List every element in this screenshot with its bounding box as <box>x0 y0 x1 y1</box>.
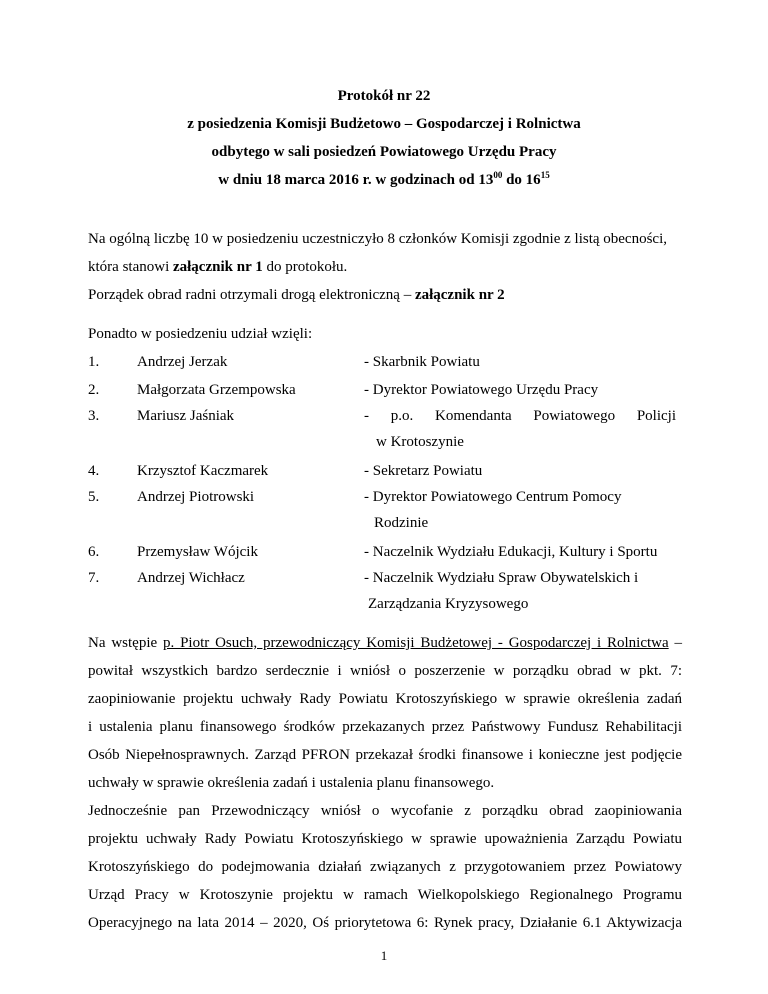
page-number: 1 <box>380 948 388 963</box>
participant-name: Krzysztof Kaczmarek <box>137 463 269 479</box>
participant-role: - p.o. Komendanta Powiatowego Policji <box>364 408 676 424</box>
participant-name: Andrzej Piotrowski <box>137 489 255 505</box>
committee-line: z posiedzenia Komisji Budżetowo – Gospodarczej i Rolnictwa <box>187 116 581 132</box>
participant-role-continued: w Krotoszynie <box>376 434 464 450</box>
participant-role: - Naczelnik Wydziału Edukacji, Kultury i Sportu <box>364 544 658 560</box>
protocol-title: Protokół nr 22 <box>337 88 431 104</box>
participant-number: 6. <box>88 544 100 560</box>
participant-number: 4. <box>88 463 100 479</box>
participants-intro: Ponadto w posiedzeniu udział wzięli: <box>88 326 313 342</box>
body-line: Krotoszyńskiego do podejmowania działań związanych z przygotowaniem przez Powiatowy <box>88 859 682 875</box>
chairman-mention: p. Piotr Osuch, przewodniczący Komisji Budżetowej - Gospodarczej i Rolnictwa <box>162 635 669 651</box>
participant-number: 2. <box>88 382 100 398</box>
participant-role-continued: Zarządzania Kryzysowego <box>368 596 529 612</box>
participant-role: - Skarbnik Powiatu <box>364 354 480 370</box>
body-opening-line: Na wstępie p. Piotr Osuch, przewodniczący Komisji Budżetowej - Gospodarczej i Rolnictwa – <box>88 635 683 651</box>
participant-name: Andrzej Wichłacz <box>137 570 245 586</box>
participant-number: 5. <box>88 489 100 505</box>
body-line: uchwały w sprawie określenia zadań i ustalenia planu finansowego. <box>88 775 495 791</box>
venue-line: odbytego w sali posiedzeń Powiatowego Urzędu Pracy <box>211 144 557 160</box>
participant-name: Andrzej Jerzak <box>137 354 228 370</box>
participant-role: - Dyrektor Powiatowego Centrum Pomocy <box>364 489 622 505</box>
body-line: zaopiniowanie projektu uchwały Rady Powiatu Krotoszyńskiego w sprawie określenia zadań <box>88 691 682 707</box>
participant-number: 7. <box>88 570 100 586</box>
participant-role: - Dyrektor Powiatowego Urzędu Pracy <box>364 382 599 398</box>
participant-number: 3. <box>88 408 100 424</box>
participant-role: - Sekretarz Powiatu <box>364 463 483 479</box>
participant-name: Mariusz Jaśniak <box>137 408 235 424</box>
participant-role-continued: Rodzinie <box>374 515 429 531</box>
body-line: projektu uchwały Rady Powiatu Krotoszyńskiego w sprawie upoważnienia Zarządu Powiatu <box>88 831 682 847</box>
body-line: i ustalenia planu finansowego środków przekazanych przez Państwowy Fundusz Rehabilitacji <box>88 719 682 735</box>
participant-number: 1. <box>88 354 100 370</box>
agenda-line: Porządek obrad radni otrzymali drogą elektroniczną – załącznik nr 2 <box>88 287 505 303</box>
participant-name: Przemysław Wójcik <box>137 544 258 560</box>
participant-name: Małgorzata Grzempowska <box>137 382 296 398</box>
body-line: powitał wszystkich bardzo serdecznie i wniósł o poszerzenie w porządku obrad w pkt. 7: <box>88 663 682 679</box>
attendance-line-1: Na ogólną liczbę 10 w posiedzeniu uczestniczyło 8 członków Komisji zgodnie z listą obecności, <box>88 231 668 247</box>
date-line: w dniu 18 marca 2016 r. w godzinach od $13^{00}$ do $16^{15}$ <box>218 170 550 188</box>
body-line: Operacyjnego na lata 2014 – 2020, Oś priorytetowa 6: Rynek pracy, Działanie 6.1 Aktywizacja <box>88 915 682 931</box>
body-line: Osób Niepełnosprawnych. Zarząd PFRON przekazał środki finansowe i konieczne jest podjęcie <box>88 747 682 763</box>
body-line: Urząd Pracy w Krotoszynie projektu w ramach Wielkopolskiego Regionalnego Programu <box>88 887 682 903</box>
attendance-line-2: która stanowi załącznik nr 1 do protokołu. <box>88 259 348 275</box>
body-line: Jednocześnie pan Przewodniczący wniósł o wycofanie z porządku obrad zaopiniowania <box>88 803 682 819</box>
participant-role: - Naczelnik Wydziału Spraw Obywatelskich i <box>364 570 639 586</box>
